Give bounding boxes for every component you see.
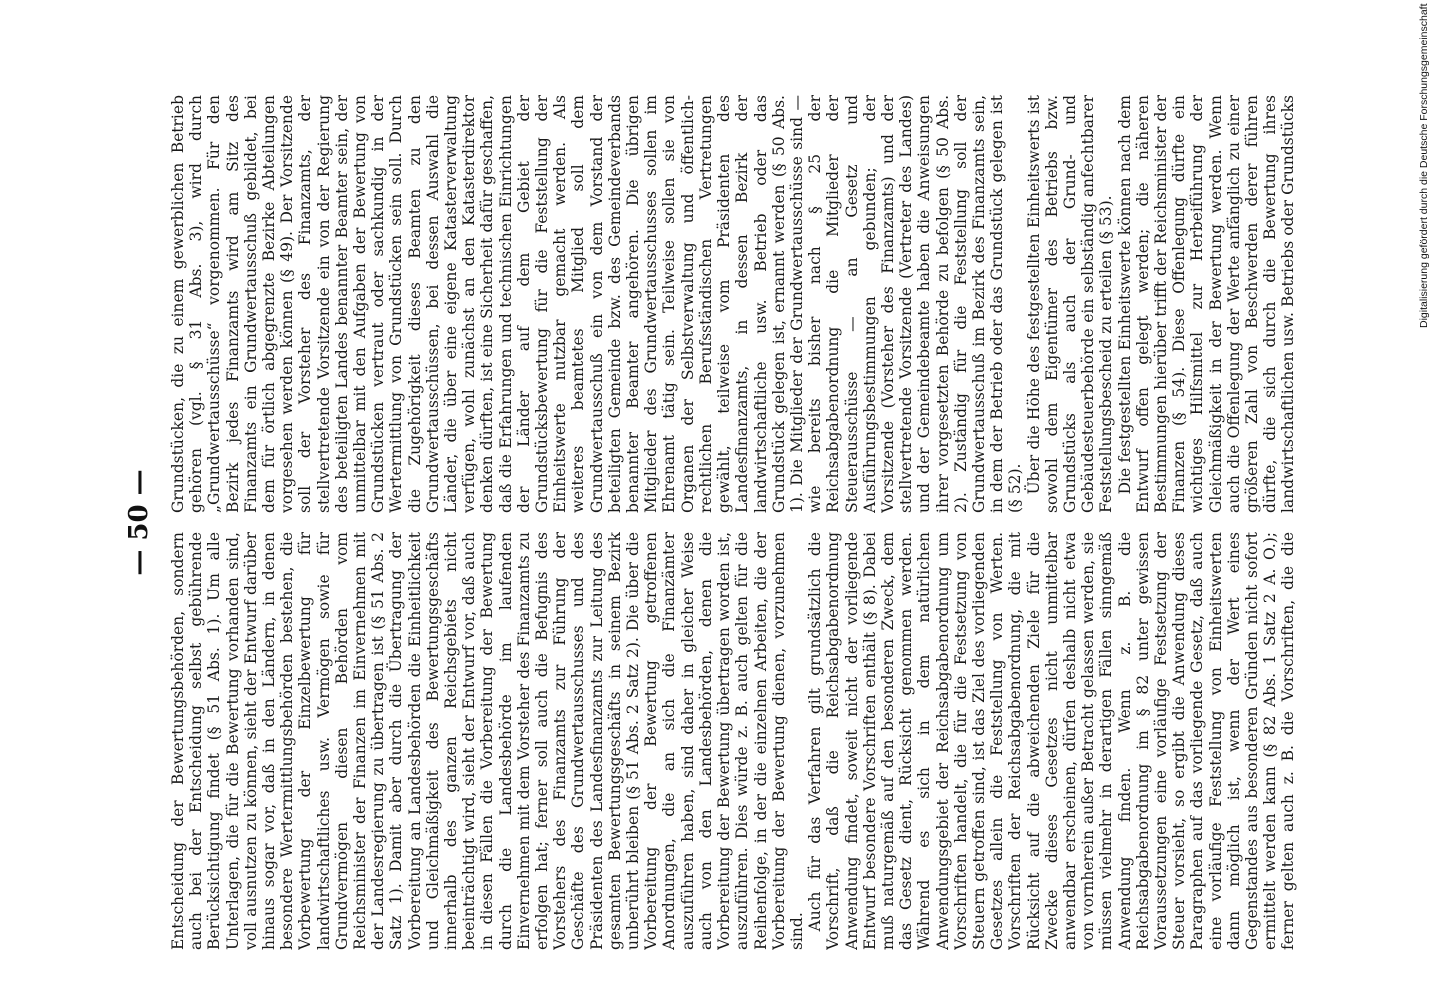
paragraph: Die festgestellten Einheitswerte können nach dem Entwurf offen gelegt werden; die näheren Bestimmungen hierüber trifft der Reichsminister der Finanzen (§ 54). Diese Offenlegung dürfte ein wichtiges Hilfsmittel zur Herbeiführung der Gleichmäßigkeit in der Bewertung werden. Wenn auch die Offenlegung der Werte anfänglich zu einer größeren Zahl von Beschwerden derer führen dürfte, die sich durch die Bewertung ihres landwirtschaftlichen usw. Betriebs oder Grundstücks (1115, 95, 1298, 513)
paragraph: Über die Höhe des festgestellten Einheitswerts ist sowohl dem Eigentümer des Betriebs bzw. Grundstücks als auch der Grund- und Gebäudesteuerbehörde ein selbständig anfechtbarer Feststellungsbescheid zu erteilen (§ 53). (1024, 95, 1116, 513)
paragraph: Entscheidung der Bewertungsbehörden, sondern auch bei der Entscheidung selbst gebührende Berücksichtigung findet (§ 51 Abs. 1). Um alle Unterlagen, die für die Bewertung vorhanden sind, voll ausnutzen zu können, sieht der Entwurf darüber hinaus sogar vor, daß in den Ländern, in denen besondere Wertermittlungsbehörden bestehen, die Vorbewertung der Einzelbewertung für landwirtschaftliches usw. Vermögen sowie für Grundvermögen diesen Behörden vom Reichsminister der Finanzen im Einvernehmen mit der Landesregierung zu übertragen ist (§ 51 Abs. 2 Satz 1). Damit aber durch die Übertragung der Vorbereitung an Landesbehörden die Einheitlichkeit und Gleichmäßigkeit des Bewertungsgeschäfts innerhalb des ganzen Reichsgebiets nicht beeinträchtigt wird, sieht der Entwurf vor, daß auch in diesen Fällen die Vorbereitung der Bewertung durch die Landesbehörde im laufenden Einvernehmen mit dem Vorsteher des Finanzamts zu erfolgen hat; ferner soll auch die Befugnis des Vorstehers des Finanzamts zur Führung der Geschäfte des Grundwertausschusses und des Präsidenten des Landesfinanzamts zur Leitung des gesamten Bewertungsgeschäfts in seinem Bezirk unberührt bleiben (§ 51 Abs. 2 Satz 2). Die über die Vorbereitung der Bewertung getroffenen Anordnungen, die an sich die Finanzämter auszuführen haben, sind daher in gleicher Weise auch von den Landesbehörden, denen die Vorbereitung der Bewertung übertragen worden ist, auszuführen. Dies würde z. B. auch gelten für die Reihenfolge, in der die einzelnen Arbeiten, die der Vorbereitung der Bewertung dienen, vorzunehmen sind. (169, 532, 806, 950)
left-column (169, 532, 1299, 950)
rotated-page (117, 95, 1299, 950)
funding-sidebar (1414, 3, 1434, 328)
funding-text: Digitalisierung gefördert durch die Deutsche Forschungsgemeinschaft (1418, 3, 1430, 328)
right-column (169, 95, 1299, 513)
paragraph: Auch für das Verfahren gilt grundsätzlich die Vorschrift, daß die Reichsabgabenordnung Anwendung findet, soweit nicht der vorliegende Entwurf besondere Vorschriften enthält (§ 8). Dabei muß naturgemäß auf den besonderen Zweck, dem das Gesetz dient, Rücksicht genommen werden. Während es sich in dem natürlichen Anwendungsgebiet der Reichsabgabenordnung um Vorschriften handelt, die für die Festsetzung von Steuern getroffen sind, ist das Ziel des vorliegenden Gesetzes allein die Feststellung von Werten. Vorschriften der Reichsabgabenordnung, die mit Rücksicht auf die abweichenden Ziele für die Zwecke dieses Gesetzes nicht unmittelbar anwendbar erscheinen, dürfen deshalb nicht etwa von vornherein außer Betracht gelassen werden, sie müssen vielmehr in derartigen Fällen sinngemäß Anwendung finden. Wenn z. B. die Reichsabgabenordnung im § 82 unter gewissen Voraussetzungen eine vorläufige Festsetzung der Steuer vorsieht, so ergibt die Anwendung dieses Paragraphen auf das vorliegende Gesetz, daß auch eine vorläufige Feststellung von Einheitswerten dann möglich ist, wenn der Wert eines Gegenstandes aus besonderen Gründen nicht sofort ermittelt werden kann (§ 82 Abs. 1 Satz 2 A. O.); ferner gelten auch z. B. die Vorschriften, die die (806, 532, 1298, 950)
page-content (117, 95, 1299, 950)
paragraph: Grundstücken, die zu einem gewerblichen Betrieb gehören (vgl. § 31 Abs. 3), wird durch „Grundwertausschüsse“ vorgenommen. Für den Bezirk jedes Finanzamts wird am Sitz des Finanzamts ein Grundwertausschuß gebildet, bei dem für örtlich abgegrenzte Bezirke Abteilungen vorgesehen werden können (§ 49). Der Vorsitzende soll der Vorsteher des Finanzamts, der stellvertretende Vorsitzende ein von der Regierung des beteiligten Landes benannter Beamter sein, der unmittelbar mit den Aufgaben der Bewertung von Grundstücken vertraut oder sachkundig in der Wertermittlung von Grundstücken sein soll. Durch die Zugehörigkeit dieses Beamten zu den Grundwertausschüssen, bei dessen Auswahl die Länder, die über eine eigene Katasterverwaltung verfügen, wohl zunächst an den Katasterdirektor denken dürften, ist eine Sicherheit dafür geschaffen, daß die Erfahrungen und technischen Einrichtungen der Länder auf dem Gebiet der Grundstücksbewertung für die Feststellung der Einheitswerte nutzbar gemacht werden. Als weiteres beamtetes Mitglied soll dem Grundwertausschuß ein von dem Vorstand der beteiligten Gemeinde bzw. des Gemeindeverbands benannter Beamter angehören. Die übrigen Mitglieder des Grundwertausschusses sollen im Ehrenamt tätig sein. Teilweise sollen sie von Organen der Selbstverwaltung und öffentlich-rechtlichen Berufsständischen Vertretungen gewählt, teilweise vom Präsidenten des Landesfinanzamts, in dessen Bezirk der landwirtschaftliche usw. Betrieb oder das Grundstück gelegen ist, ernannt werden (§ 50 Abs. 1). Die Mitglieder der Grundwertausschüsse sind — wie bereits bisher nach § 25 der Reichsabgabenordnung die Mitglieder der Steuerausschüsse — an Gesetz und Ausführungsbestimmungen gebunden; der Vorsitzende (Vorsteher des Finanzamts) und der stellvertretende Vorsitzende (Vertreter des Landes) und der Gemeindebeamte haben die Anweisungen ihrer vorgesetzten Behörde zu befolgen (§ 50 Abs. 2). Zuständig für die Feststellung soll der Grundwertausschuß im Bezirk des Finanzamts sein, in dem der Betrieb oder das Grundstück gelegen ist (§ 52). (169, 95, 1025, 513)
page-number-header: — 50 — (124, 469, 154, 576)
funding-note (1414, 3, 1434, 328)
